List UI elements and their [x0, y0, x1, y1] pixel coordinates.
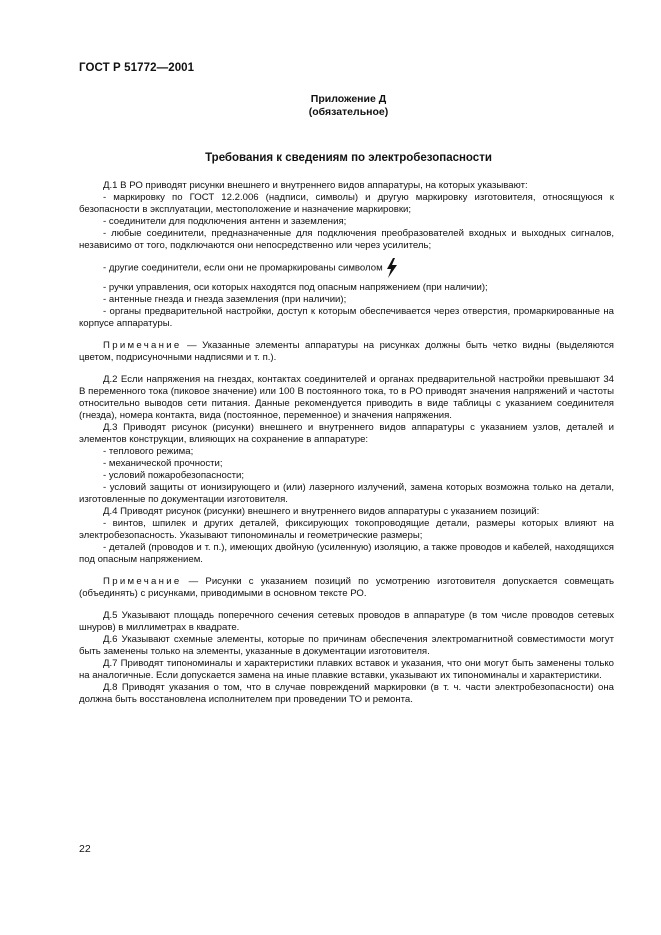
clause-d4-item: - деталей (проводов и т. п.), имеющих двойную (усиленную) изоляцию, а также проводов и кабелей, находящихся под опасным напряжением.: [79, 542, 614, 565]
clause-d2: Д.2 Если напряжения на гнездах, контактах соединителей и органах предварительной настройки превышают 34 В переменного тока (пиковое значение) или 100 В постоянного тока, то в РО приводят значения напряжений и частоты относительно выводов сети питания. Данные рекомендуется приводить в виде таблицы с указанием соединителя (гнезда), номера контакта, вида (постоянное, переменное) и значения напряжения.: [79, 374, 614, 421]
body-text-block: [79, 180, 614, 706]
clause-d3-item: - условий пожаробезопасности;: [103, 470, 245, 481]
note-2: [79, 576, 614, 600]
clause-d3-item: - теплового режима;: [103, 446, 194, 457]
clause-d1-intro: Д.1 В РО приводят рисунки внешнего и внутреннего видов аппаратуры, на которых указывают:: [103, 180, 528, 191]
clause-d3-intro: Д.3 Приводят рисунок (рисунки) внешнего и внутреннего видов аппаратуры с указанием узлов, деталей и элементов конструкции, влияющих на сохранение в аппаратуре:: [79, 422, 614, 445]
note-label: Примечание: [103, 340, 182, 351]
note-1: [79, 340, 614, 364]
clause-d8: Д.8 Приводят указания о том, что в случае повреждений маркировки (в т. ч. части электробезопасности) она должна быть восстановлена исполнителем при проведении ТО и ремонта.: [79, 682, 614, 705]
clause-d3-item: - условий защиты от ионизирующего и (или) лазерного излучений, замена которых возможна только на детали, изготовленные по документации изготовителя.: [79, 482, 614, 505]
clause-d7: Д.7 Приводят типономиналы и характеристики плавких вставок и указания, что они могут быть заменены только на аналогичные. Если допускается замена на иные плавкие вставки, указывают их типономиналы и характеристики.: [79, 658, 614, 681]
page-number: 22: [79, 843, 91, 855]
appendix-status: (обязательное): [308, 106, 389, 118]
note-text: — Рисунки с указанием позиций по усмотрению изготовителя допускается совмещать (объединять) с рисунками, приводимыми в основном тексте РО.: [79, 576, 614, 599]
note-label: Примечание: [103, 576, 182, 587]
clause-d1-item: - соединители для подключения антенн и заземления;: [103, 216, 347, 227]
clause-d4-item: - винтов, шпилек и других деталей, фиксирующих токопроводящие детали, размеры которых влияют на электробезопасность. Указывают типономиналы и геометрические размеры;: [79, 518, 614, 541]
clause-d5: Д.5 Указывают площадь поперечного сечения сетевых проводов в аппаратуре (в том числе проводов сетевых шнуров) в миллиметрах в квадрате.: [79, 610, 614, 633]
clause-d1-item: - любые соединители, предназначенные для подключения преобразователей входных и выходных сигналов, независимо от того, подключаются они непосредственно или через усилитель;: [79, 228, 614, 251]
clause-d1-symbol-text: - другие соединители, если они не промаркированы символом: [103, 262, 383, 274]
clause-d1-item: - маркировку по ГОСТ 12.2.006 (надписи, символы) и другую маркировку изготовителя, относящуюся к безопасности в эксплуатации, местоположение и назначение маркировки;: [79, 192, 614, 215]
appendix-title: Приложение Д: [310, 93, 387, 105]
clause-d3-item: - механической прочности;: [103, 458, 223, 469]
section-heading: Требования к сведениям по электробезопасности: [205, 152, 492, 164]
clause-d1-item: - органы предварительной настройки, доступ к которым обеспечивается через отверстия, промаркированные на корпусе аппаратуры.: [79, 306, 614, 329]
clause-d6: Д.6 Указывают схемные элементы, которые по причинам обеспечения электромагнитной совместимости могут быть заменены только на элементы, указанные в документации изготовителя.: [79, 634, 614, 657]
lightning-symbol-icon: [386, 258, 398, 278]
standard-number: ГОСТ Р 51772—2001: [79, 62, 195, 74]
note-text: — Указанные элементы аппаратуры на рисунках должны быть четко видны (выделяются цветом, подрисуночными надписями и т. п.).: [79, 340, 614, 363]
clause-d1-item: - ручки управления, оси которых находятся под опасным напряжением (при наличии);: [103, 282, 488, 293]
clause-d4-intro: Д.4 Приводят рисунок (рисунки) внешнего и внутреннего видов аппаратуры с указанием позиций:: [103, 506, 540, 517]
clause-d1-symbol-item: [79, 258, 614, 278]
clause-d1-item: - антенные гнезда и гнезда заземления (при наличии);: [103, 294, 347, 305]
